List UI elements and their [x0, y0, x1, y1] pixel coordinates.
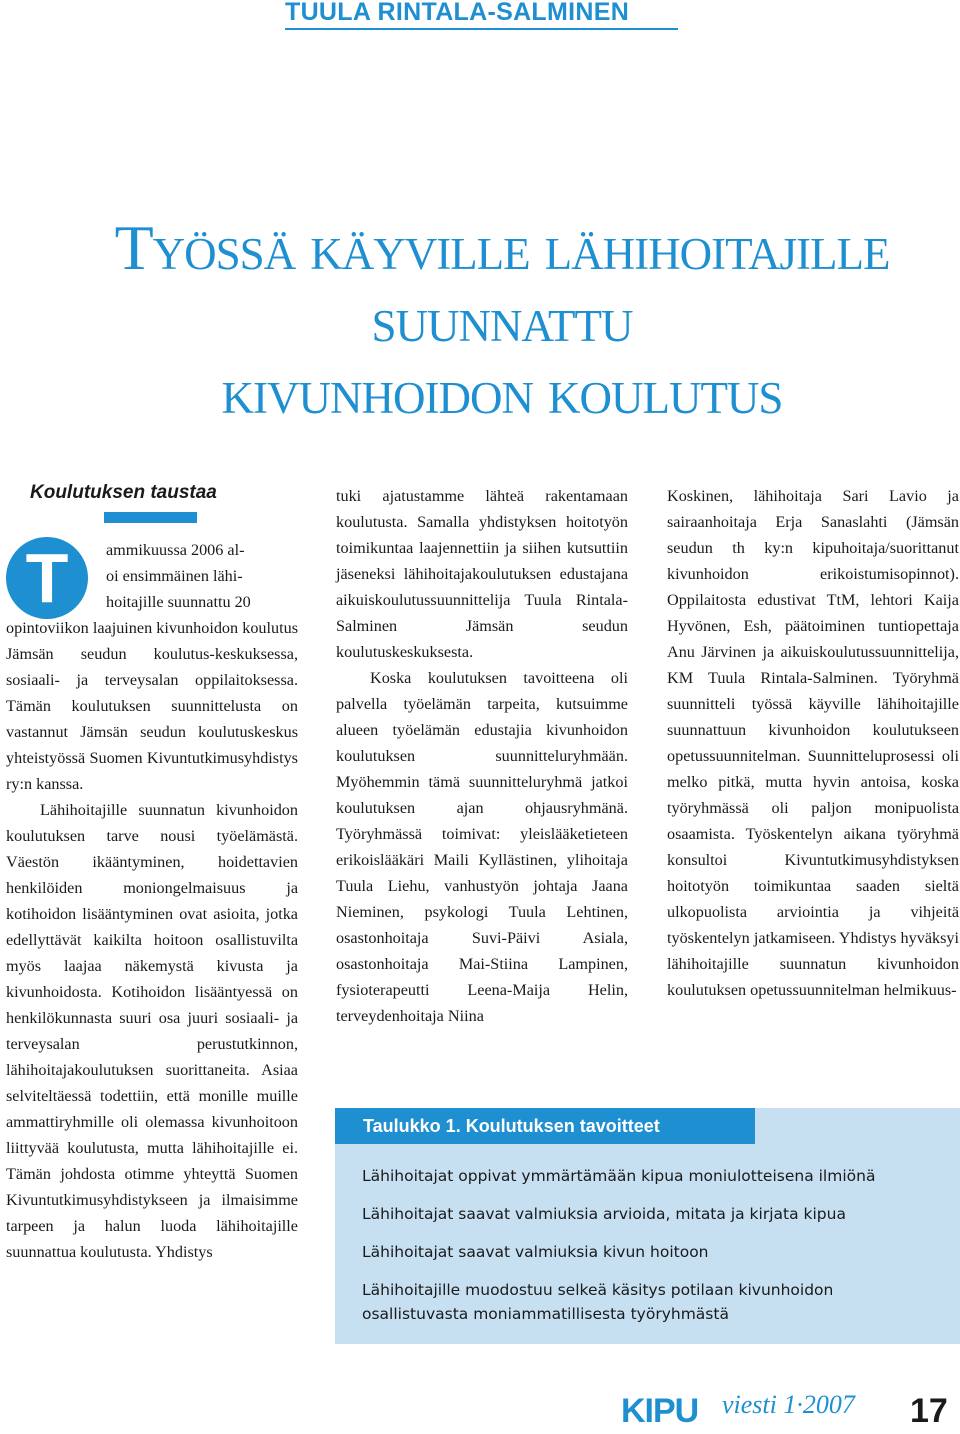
page-number: 17	[910, 1392, 948, 1430]
running-header-author: TUULA RINTALA-SALMINEN	[285, 0, 630, 26]
table-row: Lähihoitajat saavat valmiuksia arvioida, mitata ja kirjata kipua	[362, 1205, 846, 1223]
col1-paragraph-2: Lähihoitajille suunnatun kivunhoidon koulutuksen tarve nousi työelämästä. Väestön ikääntyminen, hoidettavien henkilöiden moniongelmaisuus ja kotihoidon lisääntyminen ovat asioita, jotka edellyttävät kaikilta hoitoon osallistuvilta myös laajaa näkemystä kivusta ja kivunhoidosta. Kotihoidon lisääntyessä on henkilökunnasta suuri osa juuri sosiaali- ja terveysalan perustutkinnon, lähihoitajakoulutuksen suorittaneita. Asiaa selviteltäessä todettiin, että monille muille ammattiryhmille oli olemassa kivunhoitoon liittyvää koulutusta, mutta lähihoitajille ei. Tämän johdosta otimme yhteyttä Suomen Kivuntutkimusyhdistykseen ja ilmaisimme tarpeen ja halun luoda lähihoitajille suunnattua koulutusta. Yhdistys	[6, 801, 298, 1261]
column-2	[336, 483, 628, 1029]
title-line-3: kivunhoidon koulutus	[221, 356, 783, 427]
dropcap-line-1: ammikuussa 2006 al-	[106, 541, 245, 559]
col1-paragraph-1: opintoviikon laajuinen kivunhoidon koulutus Jämsän seudun koulutus-keskuksessa, sosiaali- ja terveysalan oppilaitoksessa. Tämän koulutuksen suunnittelusta on vastannut Jämsän seudun koulutuskeskus yhteistyössä Suomen Kivuntutkimusyhdistys ry:n kanssa.	[6, 619, 298, 793]
col3-paragraph-1: Koskinen, lähihoitaja Sari Lavio ja sairaanhoitaja Erja Sanaslahti (Jämsän seudun th ky:n kipuhoitaja/suorittanut kivunhoidon erikoistumisopinnot). Oppilaitosta edustivat TtM, lehtori Kaija Hyvönen, Esh, päätoiminen tuntiopettaja Anu Järvinen ja aikuiskoulutussuunnittelija, KM Tuula Rintala-Salminen. Työryhmä suunnitteli työssä käyville lähihoitajille suunnattuun kivunhoidon koulutukseen opetussuunnitelman. Suunnitteluprosessi oli melko pitkä, mutta hyvin antoisa, koska työryhmässä oli paljon monipuolista osaamista. Työskentelyn aikana työryhmä konsultoi Kivuntutkimusyhdistyksen hoitotyön toimikuntaa saaden sieltä ulkopuolista arviointia ja vihjeitä työskentelyn jatkamiseen. Yhdistys hyväksyi lähihoitajille suunnatun kivunhoidon koulutuksen opetussuunnitelman helmikuus-	[667, 487, 959, 999]
col2-paragraph-2: Koska koulutuksen tavoitteena oli palvella työelämän tarpeita, kutsuimme alueen työelämän edustajia kivunhoidon koulutuksen suunnitteluryhmään. Myöhemmin tämä suunnitteluryhmä jatkoi koulutuksen ajan ohjausryhmänä. Työryhmässä toimivat: yleislääketieteen erikoislääkäri Maili Kyllästinen, ylihoitaja Tuula Liehu, vanhustyön johtaja Jaana Nieminen, psykologi Tuula Lehtinen, osastonhoitaja Suvi-Päivi Asiala, osastonhoitaja Mai-Stiina Lampinen, fysioterapeutti Leena-Maija Helin, terveydenhoitaja Niina	[336, 669, 628, 1025]
section-accent-bar	[104, 512, 197, 523]
drop-cap: T	[6, 537, 88, 619]
header-rule	[285, 28, 678, 30]
goals-table-title: Taulukko 1. Koulutuksen tavoitteet	[335, 1108, 755, 1144]
kipu-logo: KIPU	[621, 1392, 699, 1430]
title-line-1: Työssä käyville lähihoitajille	[114, 212, 890, 283]
column-1	[6, 615, 298, 1265]
section-heading: Koulutuksen taustaa	[30, 482, 217, 503]
goals-table-rows	[362, 1164, 922, 1340]
publication-issue: viesti 1·2007	[722, 1390, 855, 1419]
column-3	[667, 483, 959, 1003]
table-row: Lähihoitajille muodostuu selkeä käsitys potilaan kivunhoidon osallistuvasta moniammatillisesta työryhmästä	[362, 1281, 834, 1323]
dropcap-lines	[106, 537, 298, 615]
col2-paragraph-1: tuki ajatustamme lähteä rakentamaan koulutusta. Samalla yhdistyksen hoitotyön toimikuntaa laajennettiin ja siihen kutsuttiin jäseneksi lähihoitajakoulutuksen edustajana aikuiskoulutussuunnittelija Tuula Rintala-Salminen Jämsän seudun koulutuskeskuksesta.	[336, 487, 628, 661]
dropcap-line-2: oi ensimmäinen lähi-	[106, 567, 243, 585]
dropcap-line-3: hoitajille suunnattu 20	[106, 593, 251, 611]
article-title	[52, 212, 952, 428]
table-row: Lähihoitajat oppivat ymmärtämään kipua moniulotteisena ilmiönä	[362, 1167, 876, 1185]
title-line-2: suunnattu	[371, 284, 633, 355]
table-row: Lähihoitajat saavat valmiuksia kivun hoitoon	[362, 1243, 709, 1261]
